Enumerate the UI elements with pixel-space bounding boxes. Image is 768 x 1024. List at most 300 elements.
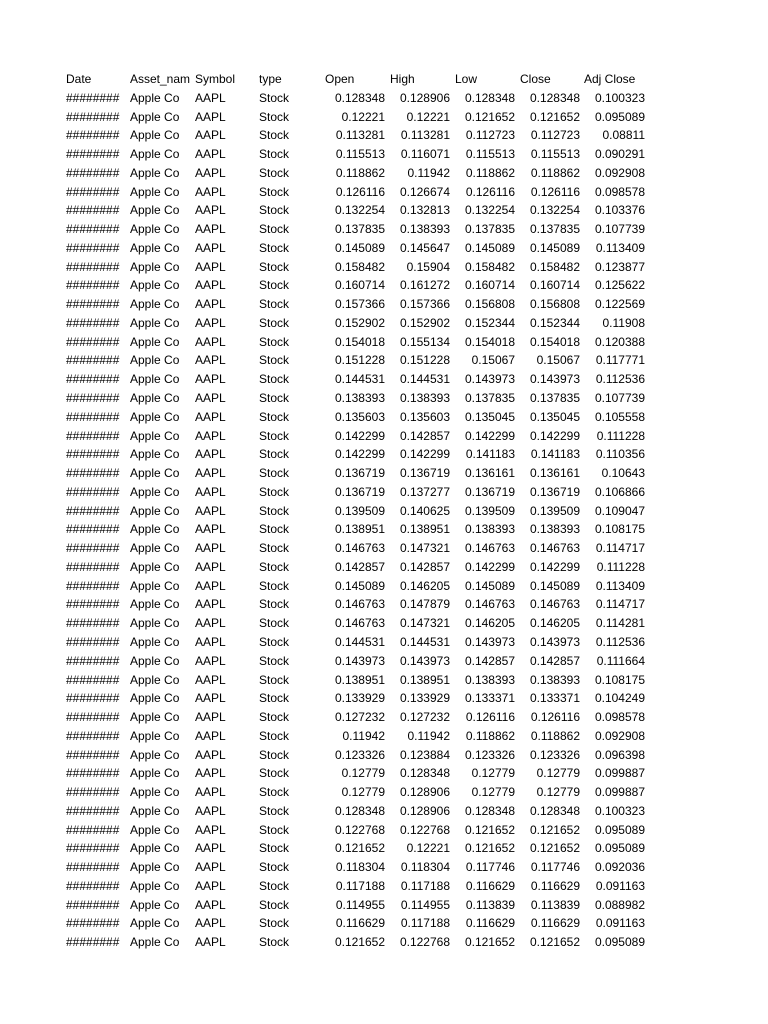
cell-asset-name[interactable]: Apple Co xyxy=(130,203,180,218)
cell-open[interactable]: 0.133929 xyxy=(334,691,385,706)
cell-asset-name[interactable]: Apple Co xyxy=(130,935,180,950)
cell-type[interactable]: Stock xyxy=(259,766,290,781)
cell-adj-close[interactable]: 0.092908 xyxy=(594,165,645,180)
cell-asset-name[interactable]: Apple Co xyxy=(130,841,180,856)
cell-low[interactable]: 0.137835 xyxy=(464,391,515,406)
cell-adj-close[interactable]: 0.108175 xyxy=(594,522,645,537)
header-low[interactable]: Low xyxy=(455,72,478,86)
cell-open[interactable]: 0.132254 xyxy=(334,203,385,218)
cell-date[interactable]: ######## xyxy=(66,109,120,124)
cell-asset-name[interactable]: Apple Co xyxy=(130,466,180,481)
cell-low[interactable]: 0.116629 xyxy=(465,878,515,893)
cell-adj-close[interactable]: 0.099887 xyxy=(594,766,645,781)
cell-low[interactable]: 0.12779 xyxy=(471,766,515,781)
cell-high[interactable]: 0.147879 xyxy=(399,597,450,612)
cell-low[interactable]: 0.136719 xyxy=(464,484,515,499)
cell-adj-close[interactable]: 0.107739 xyxy=(594,222,645,237)
cell-symbol[interactable]: AAPL xyxy=(195,484,226,499)
cell-asset-name[interactable]: Apple Co xyxy=(130,278,180,293)
cell-type[interactable]: Stock xyxy=(259,315,290,330)
cell-close[interactable]: 0.137835 xyxy=(529,222,580,237)
cell-low[interactable]: 0.136161 xyxy=(464,466,515,481)
cell-symbol[interactable]: AAPL xyxy=(195,616,226,631)
cell-open[interactable]: 0.146763 xyxy=(334,541,385,556)
cell-date[interactable]: ######## xyxy=(66,278,120,293)
cell-type[interactable]: Stock xyxy=(259,297,290,312)
cell-open[interactable]: 0.127232 xyxy=(334,710,385,725)
cell-asset-name[interactable]: Apple Co xyxy=(130,222,180,237)
cell-close[interactable]: 0.118862 xyxy=(530,165,580,180)
cell-close[interactable]: 0.133371 xyxy=(529,691,580,706)
cell-asset-name[interactable]: Apple Co xyxy=(130,897,180,912)
cell-adj-close[interactable]: 0.096398 xyxy=(594,747,645,762)
cell-date[interactable]: ######## xyxy=(66,822,120,837)
cell-symbol[interactable]: AAPL xyxy=(195,691,226,706)
cell-symbol[interactable]: AAPL xyxy=(195,747,226,762)
cell-close[interactable]: 0.121652 xyxy=(529,841,580,856)
cell-high[interactable]: 0.144531 xyxy=(399,634,450,649)
cell-symbol[interactable]: AAPL xyxy=(195,109,226,124)
cell-close[interactable]: 0.112723 xyxy=(530,128,580,143)
cell-date[interactable]: ######## xyxy=(66,634,120,649)
cell-asset-name[interactable]: Apple Co xyxy=(130,259,180,274)
cell-type[interactable]: Stock xyxy=(259,90,290,105)
cell-high[interactable]: 0.11942 xyxy=(407,728,450,743)
cell-close[interactable]: 0.116629 xyxy=(530,916,580,931)
cell-adj-close[interactable]: 0.092908 xyxy=(594,728,645,743)
cell-date[interactable]: ######## xyxy=(66,203,120,218)
cell-asset-name[interactable]: Apple Co xyxy=(130,128,180,143)
cell-date[interactable]: ######## xyxy=(66,860,120,875)
cell-open[interactable]: 0.137835 xyxy=(334,222,385,237)
cell-open[interactable]: 0.117188 xyxy=(335,878,385,893)
cell-close[interactable]: 0.137835 xyxy=(529,391,580,406)
cell-type[interactable]: Stock xyxy=(259,841,290,856)
cell-low[interactable]: 0.138393 xyxy=(464,522,515,537)
cell-adj-close[interactable]: 0.114281 xyxy=(595,616,645,631)
cell-low[interactable]: 0.142857 xyxy=(464,653,515,668)
cell-adj-close[interactable]: 0.110356 xyxy=(595,447,645,462)
cell-asset-name[interactable]: Apple Co xyxy=(130,353,180,368)
cell-close[interactable]: 0.152344 xyxy=(529,315,580,330)
cell-high[interactable]: 0.140625 xyxy=(399,503,450,518)
cell-high[interactable]: 0.114955 xyxy=(400,897,450,912)
cell-low[interactable]: 0.126116 xyxy=(465,184,515,199)
cell-type[interactable]: Stock xyxy=(259,578,290,593)
cell-high[interactable]: 0.135603 xyxy=(399,409,450,424)
cell-type[interactable]: Stock xyxy=(259,428,290,443)
cell-open[interactable]: 0.114955 xyxy=(335,897,385,912)
cell-high[interactable]: 0.142857 xyxy=(399,559,450,574)
cell-date[interactable]: ######## xyxy=(66,559,120,574)
cell-high[interactable]: 0.136719 xyxy=(399,466,450,481)
cell-open[interactable]: 0.142857 xyxy=(334,559,385,574)
cell-asset-name[interactable]: Apple Co xyxy=(130,803,180,818)
cell-asset-name[interactable]: Apple Co xyxy=(130,597,180,612)
cell-adj-close[interactable]: 0.113409 xyxy=(595,578,645,593)
cell-asset-name[interactable]: Apple Co xyxy=(130,634,180,649)
header-close[interactable]: Close xyxy=(520,72,551,86)
cell-type[interactable]: Stock xyxy=(259,222,290,237)
cell-symbol[interactable]: AAPL xyxy=(195,297,226,312)
cell-symbol[interactable]: AAPL xyxy=(195,278,226,293)
cell-type[interactable]: Stock xyxy=(259,503,290,518)
cell-low[interactable]: 0.137835 xyxy=(464,222,515,237)
cell-date[interactable]: ######## xyxy=(66,90,120,105)
cell-close[interactable]: 0.139509 xyxy=(529,503,580,518)
cell-open[interactable]: 0.12779 xyxy=(341,766,385,781)
cell-close[interactable]: 0.143973 xyxy=(529,634,580,649)
cell-asset-name[interactable]: Apple Co xyxy=(130,109,180,124)
cell-low[interactable]: 0.126116 xyxy=(465,710,515,725)
cell-type[interactable]: Stock xyxy=(259,203,290,218)
cell-close[interactable]: 0.136161 xyxy=(529,466,580,481)
header-open[interactable]: Open xyxy=(325,72,355,86)
cell-close[interactable]: 0.116629 xyxy=(530,878,580,893)
cell-symbol[interactable]: AAPL xyxy=(195,372,226,387)
cell-type[interactable]: Stock xyxy=(259,803,290,818)
cell-type[interactable]: Stock xyxy=(259,484,290,499)
cell-high[interactable]: 0.15904 xyxy=(406,259,450,274)
cell-asset-name[interactable]: Apple Co xyxy=(130,90,180,105)
cell-low[interactable]: 0.158482 xyxy=(464,259,515,274)
cell-date[interactable]: ######## xyxy=(66,728,120,743)
header-high[interactable]: High xyxy=(390,72,415,86)
cell-type[interactable]: Stock xyxy=(259,447,290,462)
cell-close[interactable]: 0.121652 xyxy=(529,822,580,837)
cell-type[interactable]: Stock xyxy=(259,634,290,649)
cell-adj-close[interactable]: 0.091163 xyxy=(595,916,645,931)
cell-adj-close[interactable]: 0.120388 xyxy=(594,334,645,349)
cell-symbol[interactable]: AAPL xyxy=(195,147,226,162)
cell-asset-name[interactable]: Apple Co xyxy=(130,503,180,518)
cell-asset-name[interactable]: Apple Co xyxy=(130,147,180,162)
cell-symbol[interactable]: AAPL xyxy=(195,203,226,218)
cell-adj-close[interactable]: 0.114717 xyxy=(595,597,645,612)
cell-open[interactable]: 0.121652 xyxy=(334,935,385,950)
cell-low[interactable]: 0.154018 xyxy=(464,334,515,349)
cell-symbol[interactable]: AAPL xyxy=(195,353,226,368)
cell-low[interactable]: 0.146763 xyxy=(464,541,515,556)
cell-adj-close[interactable]: 0.095089 xyxy=(594,822,645,837)
cell-date[interactable]: ######## xyxy=(66,616,120,631)
cell-symbol[interactable]: AAPL xyxy=(195,803,226,818)
cell-type[interactable]: Stock xyxy=(259,541,290,556)
cell-close[interactable]: 0.154018 xyxy=(529,334,580,349)
cell-type[interactable]: Stock xyxy=(259,691,290,706)
cell-high[interactable]: 0.145647 xyxy=(399,240,450,255)
cell-symbol[interactable]: AAPL xyxy=(195,90,226,105)
cell-asset-name[interactable]: Apple Co xyxy=(130,372,180,387)
cell-close[interactable]: 0.121652 xyxy=(529,109,580,124)
cell-adj-close[interactable]: 0.111228 xyxy=(596,559,645,574)
cell-adj-close[interactable]: 0.114717 xyxy=(595,541,645,556)
cell-type[interactable]: Stock xyxy=(259,822,290,837)
cell-symbol[interactable]: AAPL xyxy=(195,466,226,481)
cell-date[interactable]: ######## xyxy=(66,785,120,800)
cell-close[interactable]: 0.146763 xyxy=(529,597,580,612)
cell-low[interactable]: 0.138393 xyxy=(464,672,515,687)
cell-date[interactable]: ######## xyxy=(66,710,120,725)
cell-low[interactable]: 0.146763 xyxy=(464,597,515,612)
cell-type[interactable]: Stock xyxy=(259,597,290,612)
cell-high[interactable]: 0.128906 xyxy=(399,803,450,818)
cell-adj-close[interactable]: 0.10643 xyxy=(601,466,645,481)
cell-symbol[interactable]: AAPL xyxy=(195,184,226,199)
cell-open[interactable]: 0.144531 xyxy=(334,372,385,387)
cell-open[interactable]: 0.113281 xyxy=(335,128,385,143)
cell-close[interactable]: 0.145089 xyxy=(529,240,580,255)
cell-close[interactable]: 0.142857 xyxy=(529,653,580,668)
cell-asset-name[interactable]: Apple Co xyxy=(130,766,180,781)
cell-symbol[interactable]: AAPL xyxy=(195,728,226,743)
cell-low[interactable]: 0.141183 xyxy=(465,447,515,462)
cell-open[interactable]: 0.116629 xyxy=(335,916,385,931)
cell-low[interactable]: 0.121652 xyxy=(464,841,515,856)
cell-date[interactable]: ######## xyxy=(66,240,120,255)
cell-low[interactable]: 0.139509 xyxy=(464,503,515,518)
cell-symbol[interactable]: AAPL xyxy=(195,935,226,950)
cell-date[interactable]: ######## xyxy=(66,447,120,462)
cell-type[interactable]: Stock xyxy=(259,391,290,406)
cell-adj-close[interactable]: 0.122569 xyxy=(594,297,645,312)
cell-low[interactable]: 0.133371 xyxy=(464,691,515,706)
cell-high[interactable]: 0.116071 xyxy=(400,147,450,162)
cell-asset-name[interactable]: Apple Co xyxy=(130,297,180,312)
cell-date[interactable]: ######## xyxy=(66,128,120,143)
cell-high[interactable]: 0.12221 xyxy=(406,109,450,124)
cell-asset-name[interactable]: Apple Co xyxy=(130,240,180,255)
cell-symbol[interactable]: AAPL xyxy=(195,578,226,593)
cell-high[interactable]: 0.126674 xyxy=(399,184,450,199)
cell-adj-close[interactable]: 0.117771 xyxy=(595,353,645,368)
header-symbol[interactable]: Symbol xyxy=(195,72,236,86)
cell-asset-name[interactable]: Apple Co xyxy=(130,541,180,556)
cell-low[interactable]: 0.142299 xyxy=(464,428,515,443)
cell-type[interactable]: Stock xyxy=(259,466,290,481)
cell-open[interactable]: 0.115513 xyxy=(335,147,385,162)
cell-close[interactable]: 0.142299 xyxy=(529,428,580,443)
cell-date[interactable]: ######## xyxy=(66,653,120,668)
cell-asset-name[interactable]: Apple Co xyxy=(130,691,180,706)
cell-low[interactable]: 0.145089 xyxy=(464,578,515,593)
cell-open[interactable]: 0.12221 xyxy=(341,109,385,124)
cell-close[interactable]: 0.118862 xyxy=(530,728,580,743)
cell-high[interactable]: 0.117188 xyxy=(400,916,450,931)
cell-symbol[interactable]: AAPL xyxy=(195,240,226,255)
cell-adj-close[interactable]: 0.106866 xyxy=(594,484,645,499)
cell-adj-close[interactable]: 0.125622 xyxy=(594,278,645,293)
cell-asset-name[interactable]: Apple Co xyxy=(130,616,180,631)
cell-high[interactable]: 0.137277 xyxy=(399,484,450,499)
cell-asset-name[interactable]: Apple Co xyxy=(130,559,180,574)
cell-adj-close[interactable]: 0.113409 xyxy=(595,240,645,255)
cell-asset-name[interactable]: Apple Co xyxy=(130,822,180,837)
cell-symbol[interactable]: AAPL xyxy=(195,634,226,649)
cell-open[interactable]: 0.151228 xyxy=(334,353,385,368)
cell-adj-close[interactable]: 0.123877 xyxy=(594,259,645,274)
cell-close[interactable]: 0.136719 xyxy=(529,484,580,499)
cell-adj-close[interactable]: 0.111228 xyxy=(596,428,645,443)
cell-high[interactable]: 0.138393 xyxy=(399,222,450,237)
cell-asset-name[interactable]: Apple Co xyxy=(130,578,180,593)
cell-date[interactable]: ######## xyxy=(66,466,120,481)
cell-open[interactable]: 0.135603 xyxy=(334,409,385,424)
cell-date[interactable]: ######## xyxy=(66,409,120,424)
cell-open[interactable]: 0.142299 xyxy=(334,447,385,462)
cell-symbol[interactable]: AAPL xyxy=(195,559,226,574)
cell-symbol[interactable]: AAPL xyxy=(195,409,226,424)
cell-date[interactable]: ######## xyxy=(66,353,120,368)
cell-date[interactable]: ######## xyxy=(66,259,120,274)
cell-type[interactable]: Stock xyxy=(259,128,290,143)
cell-open[interactable]: 0.136719 xyxy=(334,466,385,481)
cell-close[interactable]: 0.160714 xyxy=(529,278,580,293)
cell-high[interactable]: 0.12221 xyxy=(406,841,450,856)
cell-low[interactable]: 0.15067 xyxy=(471,353,515,368)
cell-close[interactable]: 0.126116 xyxy=(530,184,580,199)
cell-close[interactable]: 0.142299 xyxy=(529,559,580,574)
cell-symbol[interactable]: AAPL xyxy=(195,597,226,612)
cell-symbol[interactable]: AAPL xyxy=(195,522,226,537)
cell-type[interactable]: Stock xyxy=(259,935,290,950)
cell-asset-name[interactable]: Apple Co xyxy=(130,785,180,800)
cell-low[interactable]: 0.112723 xyxy=(465,128,515,143)
cell-high[interactable]: 0.113281 xyxy=(400,128,450,143)
cell-adj-close[interactable]: 0.098578 xyxy=(594,710,645,725)
header-asset-name[interactable]: Asset_nam xyxy=(130,72,191,86)
cell-type[interactable]: Stock xyxy=(259,353,290,368)
cell-low[interactable]: 0.128348 xyxy=(464,803,515,818)
cell-low[interactable]: 0.128348 xyxy=(464,90,515,105)
cell-type[interactable]: Stock xyxy=(259,409,290,424)
cell-high[interactable]: 0.142299 xyxy=(399,447,450,462)
cell-date[interactable]: ######## xyxy=(66,747,120,762)
cell-asset-name[interactable]: Apple Co xyxy=(130,878,180,893)
cell-low[interactable]: 0.143973 xyxy=(464,634,515,649)
cell-high[interactable]: 0.123884 xyxy=(399,747,450,762)
cell-adj-close[interactable]: 0.092036 xyxy=(594,860,645,875)
cell-adj-close[interactable]: 0.103376 xyxy=(594,203,645,218)
cell-symbol[interactable]: AAPL xyxy=(195,878,226,893)
cell-asset-name[interactable]: Apple Co xyxy=(130,315,180,330)
cell-date[interactable]: ######## xyxy=(66,766,120,781)
cell-adj-close[interactable]: 0.090291 xyxy=(594,147,645,162)
cell-open[interactable]: 0.158482 xyxy=(334,259,385,274)
cell-date[interactable]: ######## xyxy=(66,428,120,443)
cell-high[interactable]: 0.155134 xyxy=(399,334,450,349)
cell-type[interactable]: Stock xyxy=(259,616,290,631)
cell-close[interactable]: 0.141183 xyxy=(530,447,580,462)
cell-low[interactable]: 0.145089 xyxy=(464,240,515,255)
cell-open[interactable]: 0.146763 xyxy=(334,597,385,612)
cell-type[interactable]: Stock xyxy=(259,728,290,743)
cell-high[interactable]: 0.147321 xyxy=(399,541,450,556)
cell-type[interactable]: Stock xyxy=(259,878,290,893)
cell-low[interactable]: 0.117746 xyxy=(465,860,515,875)
cell-type[interactable]: Stock xyxy=(259,240,290,255)
cell-open[interactable]: 0.118862 xyxy=(335,165,385,180)
cell-adj-close[interactable]: 0.107739 xyxy=(594,391,645,406)
cell-symbol[interactable]: AAPL xyxy=(195,766,226,781)
cell-type[interactable]: Stock xyxy=(259,860,290,875)
cell-open[interactable]: 0.138393 xyxy=(334,391,385,406)
cell-symbol[interactable]: AAPL xyxy=(195,447,226,462)
cell-high[interactable]: 0.151228 xyxy=(399,353,450,368)
cell-low[interactable]: 0.160714 xyxy=(464,278,515,293)
cell-date[interactable]: ######## xyxy=(66,297,120,312)
cell-date[interactable]: ######## xyxy=(66,165,120,180)
cell-open[interactable]: 0.145089 xyxy=(334,240,385,255)
cell-close[interactable]: 0.126116 xyxy=(530,710,580,725)
cell-asset-name[interactable]: Apple Co xyxy=(130,710,180,725)
cell-type[interactable]: Stock xyxy=(259,165,290,180)
cell-symbol[interactable]: AAPL xyxy=(195,860,226,875)
cell-open[interactable]: 0.138951 xyxy=(334,522,385,537)
cell-close[interactable]: 0.123326 xyxy=(529,747,580,762)
cell-asset-name[interactable]: Apple Co xyxy=(130,184,180,199)
cell-close[interactable]: 0.145089 xyxy=(529,578,580,593)
cell-date[interactable]: ######## xyxy=(66,878,120,893)
cell-open[interactable]: 0.11942 xyxy=(342,728,385,743)
cell-open[interactable]: 0.143973 xyxy=(334,653,385,668)
cell-symbol[interactable]: AAPL xyxy=(195,916,226,931)
cell-asset-name[interactable]: Apple Co xyxy=(130,484,180,499)
cell-adj-close[interactable]: 0.095089 xyxy=(594,109,645,124)
cell-high[interactable]: 0.152902 xyxy=(399,315,450,330)
cell-symbol[interactable]: AAPL xyxy=(195,128,226,143)
cell-low[interactable]: 0.142299 xyxy=(464,559,515,574)
cell-date[interactable]: ######## xyxy=(66,578,120,593)
cell-asset-name[interactable]: Apple Co xyxy=(130,391,180,406)
cell-high[interactable]: 0.122768 xyxy=(399,822,450,837)
cell-asset-name[interactable]: Apple Co xyxy=(130,409,180,424)
cell-adj-close[interactable]: 0.098578 xyxy=(594,184,645,199)
cell-date[interactable]: ######## xyxy=(66,541,120,556)
cell-open[interactable]: 0.146763 xyxy=(334,616,385,631)
cell-type[interactable]: Stock xyxy=(259,372,290,387)
cell-high[interactable]: 0.157366 xyxy=(399,297,450,312)
cell-low[interactable]: 0.152344 xyxy=(464,315,515,330)
cell-open[interactable]: 0.142299 xyxy=(334,428,385,443)
cell-low[interactable]: 0.135045 xyxy=(464,409,515,424)
cell-adj-close[interactable]: 0.111664 xyxy=(596,653,645,668)
cell-low[interactable]: 0.121652 xyxy=(464,109,515,124)
cell-open[interactable]: 0.160714 xyxy=(334,278,385,293)
cell-date[interactable]: ######## xyxy=(66,672,120,687)
cell-date[interactable]: ######## xyxy=(66,391,120,406)
cell-adj-close[interactable]: 0.100323 xyxy=(594,90,645,105)
cell-low[interactable]: 0.132254 xyxy=(464,203,515,218)
cell-low[interactable]: 0.146205 xyxy=(464,616,515,631)
cell-high[interactable]: 0.144531 xyxy=(399,372,450,387)
cell-adj-close[interactable]: 0.104249 xyxy=(594,691,645,706)
cell-close[interactable]: 0.138393 xyxy=(529,672,580,687)
cell-high[interactable]: 0.142857 xyxy=(399,428,450,443)
cell-low[interactable]: 0.116629 xyxy=(465,916,515,931)
cell-close[interactable]: 0.121652 xyxy=(529,935,580,950)
cell-type[interactable]: Stock xyxy=(259,522,290,537)
cell-asset-name[interactable]: Apple Co xyxy=(130,728,180,743)
cell-type[interactable]: Stock xyxy=(259,897,290,912)
cell-type[interactable]: Stock xyxy=(259,147,290,162)
cell-date[interactable]: ######## xyxy=(66,897,120,912)
header-adj-close[interactable]: Adj Close xyxy=(584,72,636,86)
cell-date[interactable]: ######## xyxy=(66,334,120,349)
cell-date[interactable]: ######## xyxy=(66,372,120,387)
cell-symbol[interactable]: AAPL xyxy=(195,503,226,518)
cell-date[interactable]: ######## xyxy=(66,691,120,706)
